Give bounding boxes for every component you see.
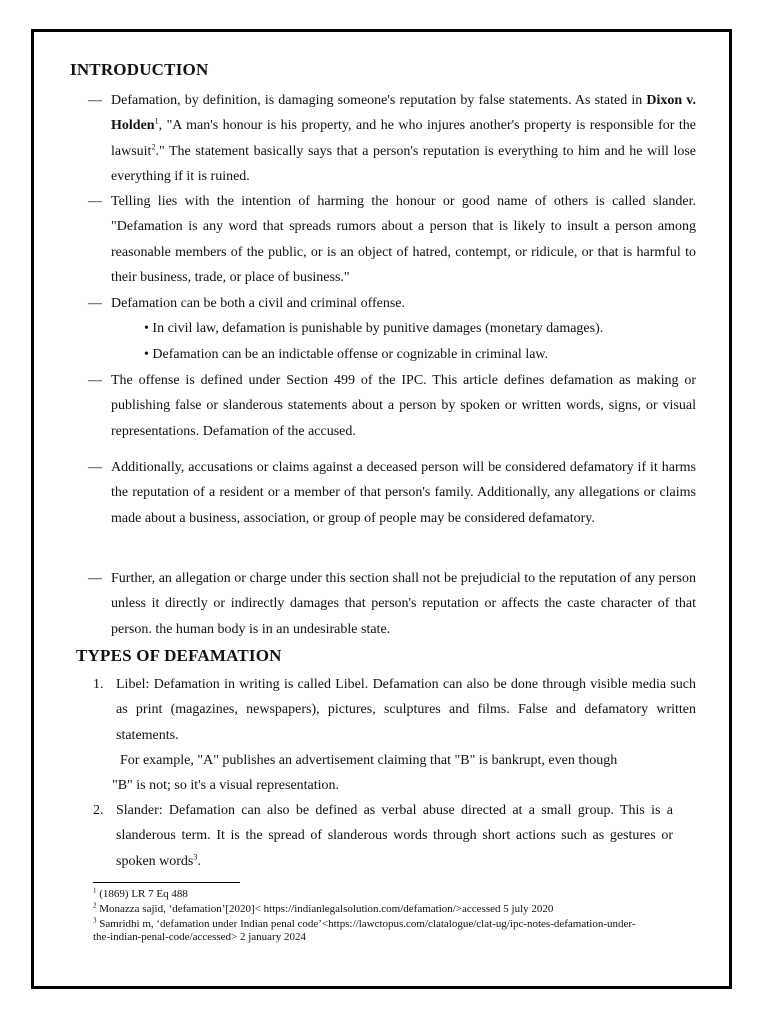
footnote-1: $^1$ (1869) LR 7 Eq 488 [93, 886, 188, 900]
dash-marker: — [88, 296, 102, 311]
bullet-item-civil: • In civil law, defamation is punishable by punitive damages (monetary damages). [144, 321, 604, 336]
dash-marker: — [88, 93, 102, 108]
footnote-separator [93, 882, 240, 883]
intro-paragraph-2: Telling lies with the intention of harming the honour or good name of others is called slander. "Defamation is any word that spreads rumors about a person that is likely to insult a person among reasonable members of the public, or is an object of hatred, contempt, or ridicule, or that is harmful to their business, trade, or place of business." [111, 194, 696, 286]
libel-example-line-1: For example, "A" publishes an advertisement claiming that "B" is bankrupt, even though [120, 753, 618, 768]
intro-paragraph-6: Further, an allegation or charge under this section shall not be prejudicial to the reputation of any person unless it directly or indirectly damages that person's reputation or affects the caste character of that person. the human body is in an undesirable state. [111, 571, 696, 637]
footnote-ref: 1 [154, 116, 159, 126]
list-number: 1. [93, 677, 104, 692]
type-item-slander: Slander: Defamation can also be defined as verbal abuse directed at a small group. This is a slanderous term. It is the spread of slanderous words through short actions such as gestures or spoken words$^3$. [116, 803, 673, 869]
case-name: Dixon v. Holden [111, 93, 697, 134]
footnote-ref: 2 [151, 142, 156, 152]
dash-marker: — [88, 373, 102, 388]
footnote-2: $^2$ Monazza sajid, ‘defamation’[2020]< https://indianlegalsolution.com/defamation/>accessed 5 july 2020 [93, 901, 554, 915]
footnote-3: $^3$ Samridhi m, ‘defamation under Indian penal code’<https://lawctopus.com/clatalogue/clat-ug/ipc-notes-defamation-under-the-indian-penal-code/accessed> 2 january 2024 [93, 916, 636, 943]
dash-marker: — [88, 460, 102, 475]
type-item-libel: Libel: Defamation in writing is called Libel. Defamation can also be done through visible media such as print (magazines, newspapers), pictures, sculptures and films. False and defamatory written statements. [116, 677, 696, 743]
dash-marker: — [88, 571, 102, 586]
libel-example-line-2: "B" is not; so it's a visual representation. [112, 778, 340, 793]
list-number: 2. [93, 803, 104, 818]
intro-paragraph-1: Defamation, by definition, is damaging someone's reputation by false statements. As stated in Dixon v. Holden$^1$, "A man's honour is his property, and he who injures another's property is responsible for the lawsuit$^2$." The statement basically says that a person's reputation is everything to him and he will lose everything if it is ruined. [111, 93, 697, 185]
bullet-item-criminal: • Defamation can be an indictable offense or cognizable in criminal law. [144, 347, 549, 362]
intro-paragraph-5: Additionally, accusations or claims against a deceased person will be considered defamatory if it harms the reputation of a resident or a member of that person's family. Additionally, any allegations or claims made about a business, association, or group of people may be considered defamatory. [111, 460, 696, 526]
section-heading-types: TYPES OF DEFAMATION [76, 646, 282, 665]
footnote-ref: 3 [193, 852, 198, 862]
dash-marker: — [88, 194, 102, 209]
section-heading-introduction: INTRODUCTION [70, 60, 209, 79]
intro-paragraph-3: Defamation can be both a civil and criminal offense. [111, 296, 406, 311]
intro-paragraph-4: The offense is defined under Section 499 of the IPC. This article defines defamation as making or publishing false or slanderous statements about a person by spoken or written words, signs, or visual representations. Defamation of the accused. [111, 373, 696, 439]
